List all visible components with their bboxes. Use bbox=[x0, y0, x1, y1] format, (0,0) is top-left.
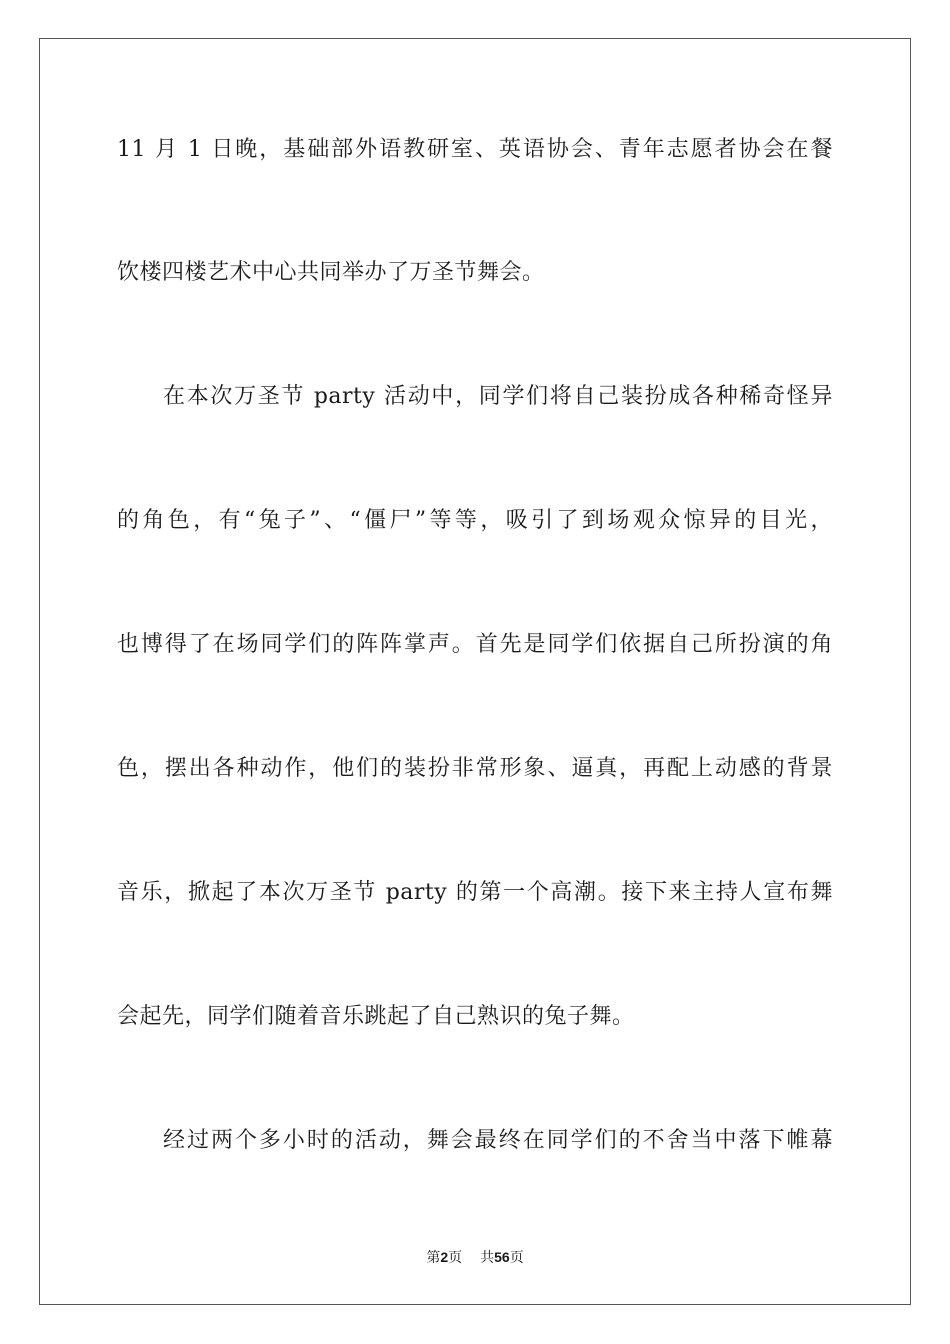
footer-page-prefix: 第 bbox=[426, 1250, 441, 1266]
footer-total-suffix: 页 bbox=[509, 1250, 524, 1266]
paragraph-line-7: 音乐，掀起了本次万圣节 party 的第一个高潮。接下来主持人宣布舞 bbox=[117, 880, 833, 905]
footer-page-suffix: 页 bbox=[448, 1250, 463, 1266]
paragraph-line-9: 经过两个多小时的活动，舞会最终在同学们的不舍当中落下帷幕 bbox=[163, 1128, 833, 1153]
footer-page-number: 2 bbox=[440, 1249, 449, 1265]
page-footer bbox=[0, 1247, 950, 1268]
paragraph-line-2: 饮楼四楼艺术中心共同举办了万圣节舞会。 bbox=[117, 260, 545, 285]
footer-total-prefix: 共 bbox=[480, 1250, 495, 1266]
paragraph-line-8: 会起先，同学们随着音乐跳起了自己熟识的兔子舞。 bbox=[117, 1004, 635, 1029]
paragraph-line-4: 的角色，有“兔子”、“僵尸”等等，吸引了到场观众惊异的目光， bbox=[117, 508, 833, 533]
page-border bbox=[39, 38, 911, 1305]
paragraph-line-3: 在本次万圣节 party 活动中，同学们将自己装扮成各种稀奇怪异 bbox=[163, 384, 833, 409]
footer-total-pages: 56 bbox=[494, 1249, 510, 1265]
paragraph-line-1: 11 月 1 日晚，基础部外语教研室、英语协会、青年志愿者协会在餐 bbox=[117, 137, 833, 162]
paragraph-line-6: 色，摆出各种动作，他们的装扮非常形象、逼真，再配上动感的背景 bbox=[117, 756, 833, 781]
paragraph-line-5: 也博得了在场同学们的阵阵掌声。首先是同学们依据自己所扮演的角 bbox=[117, 632, 833, 657]
